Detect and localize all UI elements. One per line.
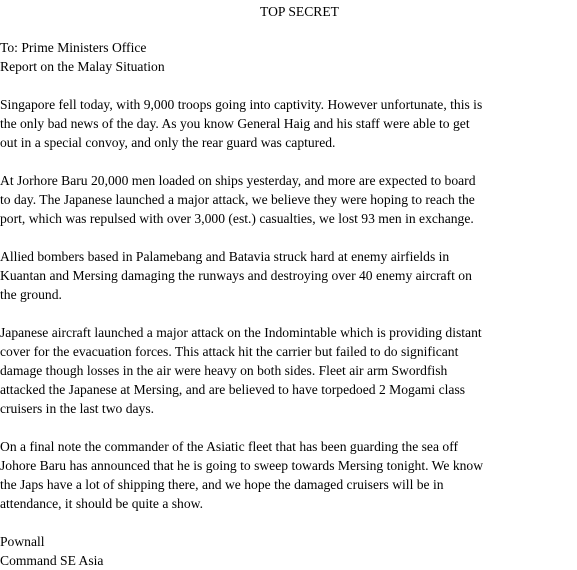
signature-title: Command SE Asia xyxy=(0,553,104,568)
paragraph-allied-bombers: Allied bombers based in Palamebang and Batavia struck hard at enemy airfields in Kuantan and Mersing damaging the runways and destroying over 40 enemy aircraft on the ground. xyxy=(0,249,472,302)
memo-header xyxy=(0,38,577,76)
recipient-line: To: Prime Ministers Office xyxy=(0,40,147,55)
classification-heading: TOP SECRET xyxy=(260,4,339,19)
paragraph-johore-baru: At Jorhore Baru 20,000 men loaded on ships yesterday, and more are expected to board to day. The Japanese launched a major attack, we believe they were hoping to reach the port, which was repulsed with over 3,000 (est.) casualties, we lost 93 men in exchange. xyxy=(0,173,476,226)
paragraph-singapore: Singapore fell today, with 9,000 troops going into captivity. However unfortunate, this is the only bad news of the day. As you know General Haig and his staff were able to get out in a special convoy, and only the rear guard was captured. xyxy=(0,97,483,150)
paragraph-asiatic-fleet: On a final note the commander of the Asiatic fleet that has been guarding the sea off Johore Baru has announced that he is going to sweep towards Mersing tonight. We know the Japs have a lot of shipping there, and we hope the damaged cruisers will be in attendance, it should be quite a show. xyxy=(0,439,484,511)
signature-name: Pownall xyxy=(0,534,45,549)
signature-block xyxy=(0,532,577,570)
paragraph-japanese-aircraft: Japanese aircraft launched a major attack on the Indomintable which is providing distant cover for the evacuation forces. This attack hit the carrier but failed to do significant damage though losses in the air were heavy on both sides. Fleet air arm Swordfish attacked the Japanese at Mersing, and are believed to have torpedoed 2 Mogami class cruisers in the last two days. xyxy=(0,325,482,416)
subject-line: Report on the Malay Situation xyxy=(0,59,165,74)
